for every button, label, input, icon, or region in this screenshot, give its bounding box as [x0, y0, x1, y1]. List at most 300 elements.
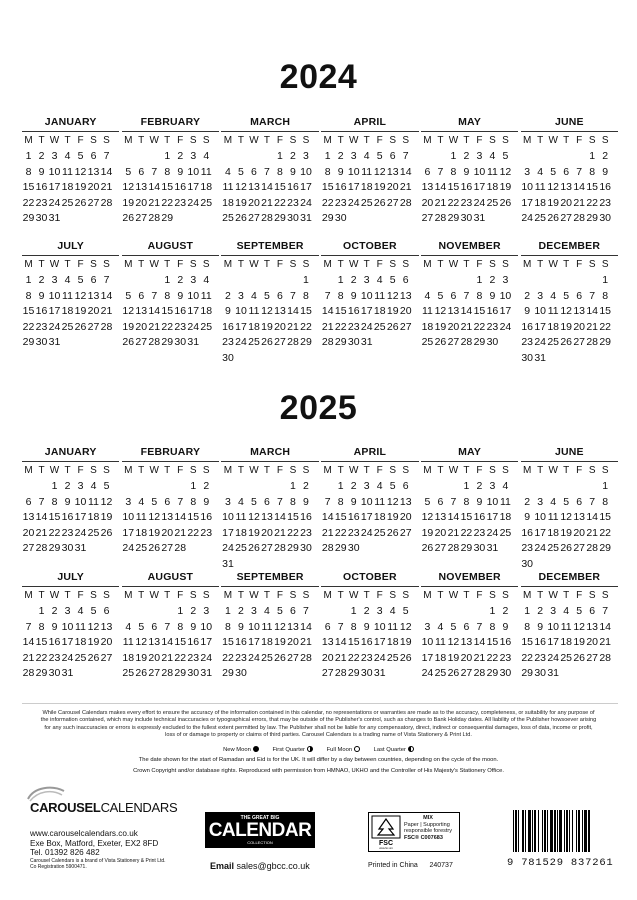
day-cell: 27	[274, 336, 286, 349]
week-row	[22, 510, 119, 526]
day-cell: 16	[534, 636, 547, 649]
day-cell: 4	[251, 289, 257, 302]
day-cell: 5	[563, 289, 570, 302]
day-cell: 30	[347, 542, 360, 555]
disclaimer: While Carousel Calendars makes every effort to ensure the accuracy of the information contained in this calendar, no representations or warranties are made as to the accuracy, completeness, or suitability for any purpose of the information contained, which may include technical inaccuracies or typographical errors, that may be outside of the Publisher's control, such as changes to Bank Holiday dates. All liability of the Publisher howsoever arising for any such inaccuracies or errors is expressly excluded to the fullest extent permitted by law. The Publisher shall not be liable for any compensatory, direct, indirect or consequential damages, loss of data, income or profit, loss of or damage to property or claims of third parties. Carousel Calendars is a trading name of Vista Stationery & Print Ltd.	[40, 710, 597, 738]
day-cell: 11	[62, 289, 73, 302]
weekday-label: W	[348, 590, 359, 602]
day-cell: 7	[402, 150, 409, 163]
day-cell: 12	[499, 165, 512, 178]
day-cell: 22	[174, 651, 187, 664]
weekday-label: T	[263, 135, 271, 147]
day-cell: 10	[373, 620, 386, 633]
week-row	[521, 211, 618, 227]
weekday-label: F	[177, 590, 184, 602]
day-cell: 10	[360, 495, 373, 508]
day-cell: 12	[386, 289, 399, 302]
weekday-label: T	[138, 590, 145, 602]
day-cell: 22	[521, 651, 534, 664]
day-cell: 15	[161, 305, 174, 318]
week-row	[321, 619, 418, 635]
day-cell: 25	[421, 336, 434, 349]
day-cell: 13	[87, 165, 100, 178]
day-cell: 1	[589, 150, 596, 163]
day-cell: 2	[476, 480, 483, 493]
week-row	[221, 319, 318, 335]
day-cell: 25	[373, 526, 386, 539]
day-cell: 16	[521, 320, 534, 333]
day-cell: 8	[177, 620, 184, 633]
weekday-label: M	[523, 259, 532, 271]
week-row	[221, 195, 318, 211]
weekday-label: W	[249, 259, 259, 271]
weekday-header	[321, 463, 418, 479]
barcode-bar	[559, 810, 562, 852]
day-cell: 2	[225, 289, 231, 302]
month-name: JANUARY	[44, 116, 97, 128]
day-cell: 29	[174, 667, 187, 680]
day-cell: 26	[399, 651, 412, 664]
day-cell: 7	[290, 289, 296, 302]
day-cell: 22	[161, 196, 174, 209]
day-cell: 21	[287, 320, 299, 333]
day-cell: 13	[586, 620, 599, 633]
day-cell: 13	[573, 511, 586, 524]
day-cell: 9	[64, 495, 71, 508]
full-moon-label: Full Moon	[326, 746, 353, 753]
day-cell: 8	[337, 289, 344, 302]
day-cell: 1	[337, 480, 344, 493]
weekday-label: F	[576, 465, 583, 477]
day-cell: 15	[187, 511, 200, 524]
week-row	[221, 180, 318, 196]
day-cell: 27	[100, 651, 113, 664]
crown-note: Crown Copyright and/or database rights. Reproduced with permission from HMNAO, UKHO and the Controller of His Majesty's Stationery Office.	[133, 768, 504, 774]
day-cell: 15	[300, 305, 312, 318]
day-cell: 18	[434, 651, 447, 664]
weekday-label: M	[323, 590, 332, 602]
day-cell: 18	[235, 526, 247, 539]
weekday-header	[221, 588, 318, 604]
weekday-label: F	[276, 135, 284, 147]
week-row	[421, 335, 518, 351]
week-row	[421, 525, 518, 541]
weekday-label: T	[463, 590, 470, 602]
day-cell: 12	[373, 165, 386, 178]
day-cell: 8	[38, 620, 45, 633]
day-cell: 26	[74, 196, 87, 209]
week-row	[521, 541, 618, 557]
day-cell: 22	[599, 320, 612, 333]
day-cell: 7	[103, 274, 110, 287]
day-cell: 20	[447, 320, 460, 333]
barcode-bar	[564, 810, 565, 852]
day-cell: 29	[334, 336, 347, 349]
week-row	[122, 195, 219, 211]
day-cell: 30	[360, 667, 373, 680]
day-cell: 17	[499, 305, 512, 318]
day-cell: 9	[350, 495, 357, 508]
weekday-label: T	[537, 135, 544, 147]
day-cell: 21	[261, 196, 273, 209]
day-cell: 20	[586, 636, 599, 649]
week-row	[321, 666, 418, 682]
day-cell: 31	[48, 336, 61, 349]
day-cell: 25	[261, 651, 273, 664]
week-row	[22, 604, 119, 620]
weekday-label: T	[337, 259, 344, 271]
weekday-label: T	[537, 590, 544, 602]
day-cell: 7	[151, 165, 158, 178]
weekday-label: F	[476, 259, 483, 271]
day-cell: 29	[599, 542, 612, 555]
weekday-label: S	[289, 135, 297, 147]
calendar-row-2024-b	[22, 240, 618, 366]
day-cell: 6	[164, 495, 171, 508]
day-cell: 29	[321, 212, 334, 225]
day-cell: 24	[122, 542, 135, 555]
day-cell: 11	[421, 305, 433, 318]
day-cell: 22	[22, 196, 35, 209]
weekday-label: S	[489, 259, 496, 271]
day-cell: 23	[61, 526, 74, 539]
weekday-label: W	[49, 259, 60, 271]
day-cell: 2	[463, 150, 470, 163]
month-name: DECEMBER	[538, 571, 601, 583]
day-cell: 18	[74, 636, 87, 649]
day-cell: 16	[300, 511, 312, 524]
week-row	[22, 635, 119, 651]
day-cell: 4	[537, 165, 544, 178]
month-name: JULY	[57, 571, 85, 583]
month-january-2025	[22, 446, 119, 572]
day-cell: 31	[61, 667, 74, 680]
day-cell: 26	[421, 542, 434, 555]
day-cell: 21	[586, 320, 599, 333]
day-cell: 12	[248, 511, 260, 524]
first-quarter-label: First Quarter	[272, 746, 305, 753]
weekday-label: F	[77, 259, 84, 271]
day-cell: 23	[473, 526, 486, 539]
day-cell: 24	[421, 667, 434, 680]
week-row	[122, 319, 219, 335]
day-cell: 8	[277, 165, 283, 178]
week-row	[221, 211, 318, 227]
day-cell: 11	[75, 620, 86, 633]
day-cell: 27	[87, 196, 100, 209]
day-cell: 30	[187, 667, 200, 680]
day-cell: 19	[421, 526, 434, 539]
day-cell: 20	[87, 181, 100, 194]
day-cell: 25	[373, 320, 386, 333]
week-row	[321, 541, 418, 557]
day-cell: 21	[148, 320, 161, 333]
day-cell: 27	[560, 212, 573, 225]
weekday-label: M	[523, 590, 532, 602]
day-cell: 24	[61, 651, 74, 664]
day-cell: 10	[122, 511, 135, 524]
day-cell: 28	[460, 336, 473, 349]
day-cell: 17	[300, 181, 312, 194]
barcode-bar	[513, 810, 514, 852]
week-row	[421, 541, 518, 557]
day-cell: 29	[586, 212, 599, 225]
weekday-label: T	[563, 465, 570, 477]
day-cell: 11	[222, 181, 234, 194]
day-cell: 28	[174, 542, 187, 555]
barcode-bar	[576, 810, 577, 852]
day-cell: 3	[537, 495, 544, 508]
day-cell: 28	[100, 196, 113, 209]
day-cell: 25	[434, 667, 447, 680]
day-cell: 12	[235, 181, 247, 194]
day-cell: 14	[434, 181, 447, 194]
day-cell: 12	[274, 620, 286, 633]
month-may-2025	[421, 446, 518, 572]
day-cell: 23	[35, 196, 48, 209]
day-cell: 29	[48, 542, 61, 555]
day-cell: 20	[460, 651, 473, 664]
day-cell: 14	[573, 181, 586, 194]
week-row	[421, 211, 518, 227]
day-cell: 26	[87, 651, 100, 664]
day-cell: 11	[374, 495, 386, 508]
week-row	[122, 525, 219, 541]
week-row	[521, 556, 618, 572]
day-cell: 2	[303, 480, 309, 493]
day-cell: 12	[447, 636, 460, 649]
day-cell: 15	[586, 181, 599, 194]
weekday-header	[122, 588, 219, 604]
weekday-label: W	[348, 465, 359, 477]
day-cell: 15	[22, 305, 35, 318]
weekday-label: F	[576, 135, 583, 147]
weekday-label: T	[563, 590, 570, 602]
last-quarter-label: Last Quarter	[373, 746, 406, 753]
month-name: FEBRUARY	[140, 446, 201, 458]
full-moon-icon	[354, 746, 360, 752]
day-cell: 8	[164, 289, 171, 302]
day-cell: 21	[447, 526, 460, 539]
day-cell: 15	[599, 305, 612, 318]
weekday-header	[421, 588, 518, 604]
day-cell: 29	[460, 542, 473, 555]
day-cell: 8	[51, 495, 58, 508]
weekday-label: M	[523, 135, 532, 147]
day-cell: 11	[135, 511, 147, 524]
day-cell: 19	[560, 526, 573, 539]
day-cell: 17	[534, 526, 547, 539]
day-cell: 3	[524, 165, 531, 178]
day-cell: 23	[460, 196, 473, 209]
day-cell: 25	[222, 212, 234, 225]
weekday-label: S	[588, 590, 596, 602]
day-cell: 13	[287, 620, 299, 633]
day-cell: 28	[274, 542, 286, 555]
week-row	[321, 635, 418, 651]
day-cell: 10	[521, 181, 534, 194]
day-cell: 18	[486, 181, 499, 194]
day-cell: 11	[261, 620, 273, 633]
month-july-2024	[22, 240, 119, 366]
day-cell: 30	[48, 667, 61, 680]
day-cell: 10	[187, 165, 200, 178]
day-cell: 4	[550, 495, 557, 508]
day-cell: 24	[300, 196, 312, 209]
day-cell: 18	[87, 511, 100, 524]
week-row	[22, 319, 119, 335]
isbn-number: 9 781529 837261	[507, 857, 614, 869]
day-cell: 1	[25, 150, 32, 163]
day-cell: 29	[287, 542, 299, 555]
day-cell: 14	[174, 511, 187, 524]
day-cell: 12	[560, 511, 573, 524]
day-cell: 24	[48, 196, 61, 209]
great-big-calendar-badge: THE GREAT BIG CALENDAR COLLECTION	[205, 812, 315, 848]
day-cell: 30	[35, 336, 48, 349]
week-row	[221, 556, 318, 572]
day-cell: 24	[360, 526, 373, 539]
weekday-label: T	[363, 465, 370, 477]
website[interactable]: www.carouselcalendars.co.uk	[30, 829, 138, 838]
day-cell: 28	[434, 212, 447, 225]
day-cell: 7	[463, 289, 470, 302]
week-row	[421, 273, 518, 289]
day-cell: 9	[537, 620, 544, 633]
day-cell: 17	[61, 636, 74, 649]
day-cell: 20	[386, 181, 399, 194]
day-cell: 13	[148, 636, 161, 649]
day-cell: 19	[87, 636, 100, 649]
week-row	[221, 288, 318, 304]
weekday-label: T	[263, 590, 271, 602]
day-cell: 24	[547, 651, 560, 664]
day-cell: 4	[502, 480, 509, 493]
day-cell: 8	[324, 165, 331, 178]
day-cell: 1	[602, 480, 609, 493]
week-row	[321, 479, 418, 495]
day-cell: 8	[350, 620, 357, 633]
weekday-label: S	[302, 259, 310, 271]
day-cell: 8	[337, 495, 344, 508]
week-row	[521, 494, 618, 510]
svg-text:www.fsc.org: www.fsc.org	[379, 847, 393, 849]
week-row	[122, 273, 219, 289]
day-cell: 4	[203, 150, 210, 163]
day-cell: 19	[135, 651, 148, 664]
week-row	[122, 666, 219, 682]
day-cell: 15	[35, 636, 48, 649]
day-cell: 19	[386, 511, 399, 524]
day-cell: 13	[573, 305, 586, 318]
day-cell: 22	[586, 196, 599, 209]
weekday-label: S	[402, 259, 410, 271]
barcode-bar	[518, 810, 519, 852]
day-cell: 6	[90, 150, 97, 163]
day-cell: 9	[190, 620, 197, 633]
day-cell: 30	[174, 336, 187, 349]
weekday-label: T	[437, 259, 444, 271]
weekday-label: T	[64, 135, 71, 147]
weekday-label: M	[423, 135, 432, 147]
day-cell: 21	[148, 196, 161, 209]
week-row	[321, 273, 418, 289]
day-cell: 26	[434, 336, 447, 349]
weekday-label: W	[548, 465, 558, 477]
day-cell: 24	[534, 336, 547, 349]
day-cell: 25	[61, 196, 74, 209]
day-cell: 22	[35, 651, 48, 664]
brand-note: Carousel Calendars is a brand of Vista Stationery & Print Ltd.	[30, 857, 166, 864]
month-name: JUNE	[554, 446, 584, 458]
day-cell: 18	[122, 651, 135, 664]
week-row	[122, 335, 219, 351]
week-row	[321, 304, 418, 320]
day-cell: 23	[347, 526, 360, 539]
day-cell: 21	[161, 651, 174, 664]
day-cell: 12	[148, 511, 161, 524]
month-february-2025	[122, 446, 219, 572]
day-cell: 11	[248, 305, 260, 318]
day-cell: 24	[521, 212, 534, 225]
day-cell: 9	[203, 495, 210, 508]
day-cell: 4	[424, 289, 431, 302]
day-cell: 24	[187, 196, 200, 209]
email-link[interactable]: sales@gbcc.co.uk	[236, 861, 310, 871]
week-row	[22, 288, 119, 304]
week-row	[521, 619, 618, 635]
barcode-bar	[572, 810, 573, 852]
day-cell: 31	[48, 212, 61, 225]
day-cell: 19	[274, 636, 286, 649]
day-cell: 27	[161, 542, 174, 555]
day-cell: 6	[264, 495, 270, 508]
day-cell: 2	[363, 605, 370, 618]
weekday-header	[321, 257, 418, 273]
week-row	[321, 335, 418, 351]
day-cell: 8	[524, 620, 531, 633]
day-cell: 21	[174, 526, 187, 539]
day-cell: 18	[547, 320, 560, 333]
weekday-label: S	[588, 135, 596, 147]
day-cell: 10	[48, 165, 61, 178]
weekday-label: M	[124, 590, 133, 602]
day-cell: 3	[203, 605, 210, 618]
day-cell: 3	[225, 495, 231, 508]
month-may-2024	[421, 116, 518, 226]
day-cell: 29	[300, 336, 312, 349]
week-row	[421, 479, 518, 495]
weekday-label: T	[237, 135, 245, 147]
day-cell: 25	[74, 651, 87, 664]
weekday-label: S	[389, 465, 397, 477]
day-cell: 3	[51, 150, 58, 163]
day-cell: 5	[90, 605, 97, 618]
day-cell: 26	[274, 651, 286, 664]
day-cell: 8	[25, 165, 32, 178]
weekday-label: S	[189, 259, 197, 271]
registration: Co Registration 5900471.	[30, 863, 87, 870]
week-row	[221, 335, 318, 351]
day-cell: 27	[261, 542, 273, 555]
day-cell: 8	[25, 289, 32, 302]
day-cell: 7	[303, 605, 309, 618]
day-cell: 14	[261, 181, 273, 194]
day-cell: 17	[421, 651, 434, 664]
day-cell: 29	[347, 667, 360, 680]
day-cell: 13	[386, 165, 399, 178]
day-cell: 3	[251, 605, 257, 618]
